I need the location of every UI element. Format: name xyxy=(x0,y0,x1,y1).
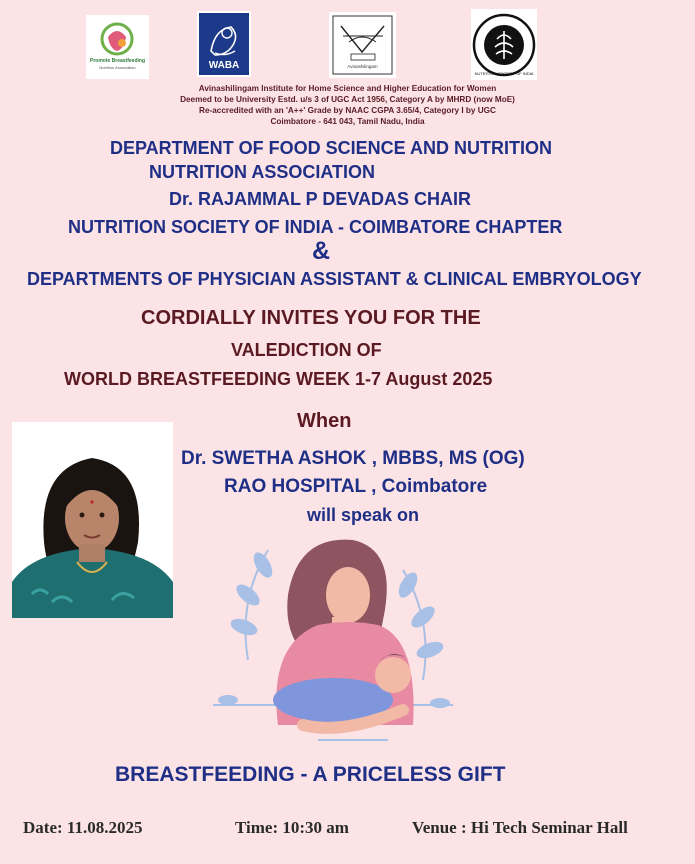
nsi-logo xyxy=(471,9,537,80)
seal-caption: Avinashilingam xyxy=(347,64,378,69)
institution-accreditation: Re-accredited with an 'A++' Grade by NAAC CGPA 3.65/4, Category I by UGC xyxy=(199,106,496,115)
when-label: When xyxy=(297,410,352,432)
speaker-name: Dr. SWETHA ASHOK , MBBS, MS (OG) xyxy=(181,448,525,469)
breastfeeding-illustration xyxy=(208,525,460,750)
topic-title: BREASTFEEDING - A PRICELESS GIFT xyxy=(115,763,506,786)
nsi-chapter: NUTRITION SOCIETY OF INDIA - COIMBATORE CHAPTER xyxy=(68,217,563,237)
event-venue: Venue : Hi Tech Seminar Hall xyxy=(412,818,628,837)
promote-subcaption: Nutrition Association xyxy=(99,65,136,70)
speaker-affiliation: RAO HOSPITAL , Coimbatore xyxy=(224,476,488,497)
dept-food-science: DEPARTMENT OF FOOD SCIENCE AND NUTRITION xyxy=(110,138,552,158)
event-date: Date: 11.08.2025 xyxy=(23,818,143,837)
promote-breastfeeding-logo xyxy=(86,15,149,79)
physician-assistant-depts: DEPARTMENTS OF PHYSICIAN ASSISTANT & CLINICAL EMBRYOLOGY xyxy=(27,269,642,289)
invite-line-2: VALEDICTION OF xyxy=(231,340,382,360)
waba-logo xyxy=(197,11,251,77)
nsi-text: NUTRITION SOCIETY OF INDIA xyxy=(474,71,534,76)
event-time: Time: 10:30 am xyxy=(235,818,349,837)
institution-name: Avinashilingam Institute for Home Science and Higher Education for Women xyxy=(198,84,497,93)
nsi-emblem-icon xyxy=(471,9,537,80)
invite-line-1: CORDIALLY INVITES YOU FOR THE xyxy=(141,307,481,329)
ampersand: & xyxy=(312,237,331,265)
devadas-chair: Dr. RAJAMMAL P DEVADAS CHAIR xyxy=(169,189,472,209)
mother-nursing-icon xyxy=(208,525,460,750)
waba-text: WABA xyxy=(208,60,240,71)
speaker-photo xyxy=(12,422,173,618)
institution-address: Coimbatore - 641 043, Tamil Nadu, India xyxy=(270,117,425,126)
institution-status: Deemed to be University Estd. u/s 3 of UGC Act 1956, Category A by MHRD (now MoE) xyxy=(180,95,515,104)
promote-caption: Promote Breastfeeding xyxy=(89,58,145,64)
institute-seal-logo xyxy=(329,12,396,78)
speaker-portrait-icon xyxy=(12,422,173,618)
invite-event: WORLD BREASTFEEDING WEEK 1-7 August 2025 xyxy=(64,369,493,389)
nutrition-association: NUTRITION ASSOCIATION xyxy=(149,162,375,182)
will-speak-on: will speak on xyxy=(307,505,420,525)
